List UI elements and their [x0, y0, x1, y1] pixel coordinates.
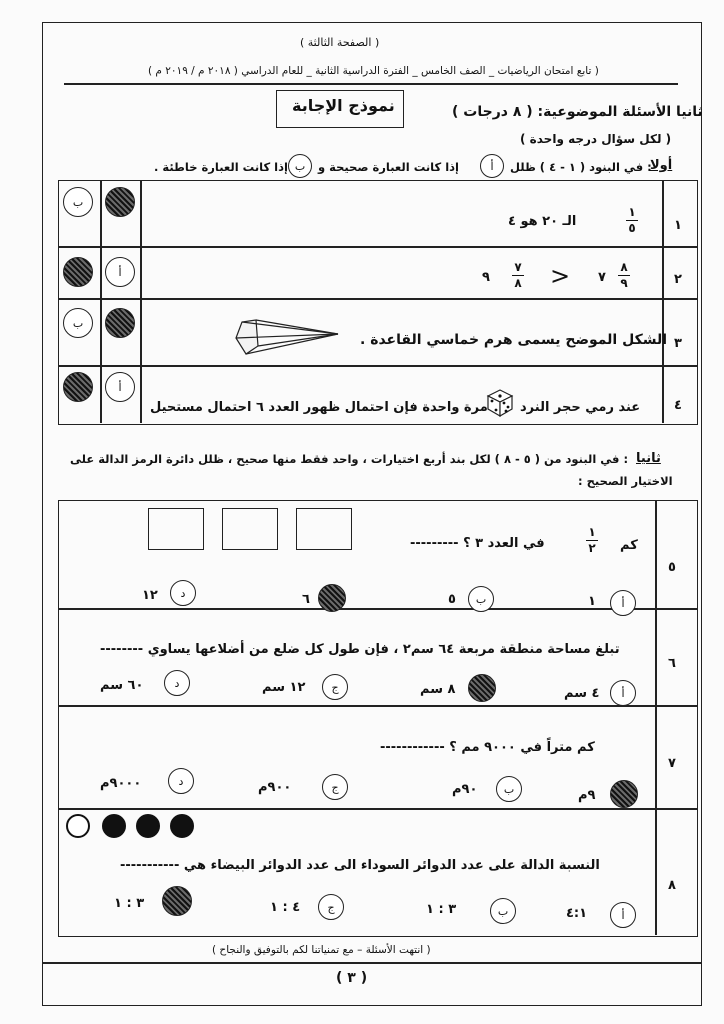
question-text: كم: [620, 538, 638, 553]
option-d-text: ٣ : ١: [114, 896, 145, 911]
option-a-shaded[interactable]: [610, 780, 638, 808]
option-b[interactable]: ب: [63, 187, 93, 217]
footer-divider: [42, 962, 701, 964]
whole-number: ٧: [598, 270, 606, 285]
option-c-shaded[interactable]: [318, 584, 346, 612]
option-b-shaded[interactable]: [468, 674, 496, 702]
item-text: مرة واحدة فإن احتمال ظهور العدد ٦ احتمال مستحيل: [150, 400, 488, 415]
option-a-text: ١: [588, 594, 596, 609]
fraction: [586, 526, 598, 555]
pentagonal-pyramid-icon: [232, 312, 342, 360]
option-b-text: ٥: [448, 592, 456, 607]
option-c-text: ٤ : ١: [270, 900, 301, 915]
answer-box: [296, 508, 352, 550]
true-symbol-circle: أ: [480, 154, 504, 178]
option-d-shaded[interactable]: [162, 886, 192, 916]
denominator: ٩: [620, 276, 628, 291]
denominator: ٥: [628, 221, 636, 236]
answer-box: [148, 508, 204, 550]
fraction-rhs: [512, 261, 524, 290]
option-a-shaded[interactable]: [105, 308, 135, 338]
question-text: تبلغ مساحة منطقة مربعة ٦٤ سم٢ ، فإن طول كل ضلع من أضلاعها يساوي --------: [100, 642, 620, 657]
denominator: ٨: [514, 276, 522, 291]
question-text: كم متراً في ٩٠٠٠ مم ؟ ------------: [380, 740, 595, 755]
false-symbol-circle: ب: [288, 154, 312, 178]
option-c-text: ١٢ سم: [262, 680, 306, 695]
item-number: ٣: [674, 336, 682, 351]
item-number: ٧: [668, 756, 676, 771]
denominator: ٢: [588, 541, 596, 556]
end-text: ( انتهت الأسئلة – مع تمنياتنا لكم بالتوفيق والنجاح ): [212, 944, 431, 956]
option-c-text: ٩٠٠م: [258, 780, 292, 795]
item-number: ٤: [674, 398, 682, 413]
option-a-text: ٩م: [578, 788, 596, 803]
option-a[interactable]: أ: [105, 372, 135, 402]
numerator: ٧: [514, 260, 522, 274]
option-c[interactable]: ج: [318, 894, 344, 920]
part2-line1: : في البنود من ( ٥ - ٨ ) لكل بند أربع اختيارات ، واحد فقط منها صحيح ، ظلل دائرة الرمز الدالة على: [70, 452, 629, 466]
option-d[interactable]: د: [164, 670, 190, 696]
exam-info-line: ( تابع امتحان الرياضيات _ الصف الخامس _ الفترة الدراسية الثانية _ للعام الدراسي ( ٢٠١٨ م / ٢٠١٩ م ): [148, 65, 599, 77]
comparison-symbol: <: [550, 262, 571, 290]
option-b[interactable]: ب: [490, 898, 516, 924]
numerator: ١: [588, 525, 596, 539]
numerator: ١: [628, 205, 636, 219]
dice-icon: [484, 386, 516, 418]
option-d-text: ٦٠ سم: [100, 678, 144, 693]
question-text: النسبة الدالة على عدد الدوائر السوداء الى عدد الدوائر البيضاء هي -----------: [120, 858, 600, 873]
part1-mid: إذا كانت العبارة صحيحة و: [318, 160, 459, 174]
question-text: في العدد ٣ ؟ ---------: [410, 536, 545, 551]
option-c[interactable]: ج: [322, 774, 348, 800]
option-d[interactable]: د: [170, 580, 196, 606]
item-number: ٦: [668, 656, 676, 671]
option-a[interactable]: أ: [105, 257, 135, 287]
option-b-shaded[interactable]: [63, 372, 93, 402]
black-circle: [170, 814, 194, 838]
answer-box: [222, 508, 278, 550]
item-number: ١: [674, 218, 682, 233]
option-a[interactable]: أ: [610, 590, 636, 616]
option-d-text: ٩٠٠٠م: [100, 776, 142, 791]
item-number: ٨: [668, 878, 676, 893]
black-circle: [136, 814, 160, 838]
page-number: ( ٣ ): [336, 970, 368, 986]
option-d[interactable]: د: [168, 768, 194, 794]
option-a-text: ٤ سم: [564, 686, 600, 701]
black-circle: [102, 814, 126, 838]
option-d-text: ١٢: [142, 588, 158, 603]
option-b-text: ٨ سم: [420, 682, 456, 697]
whole-number: ٩: [482, 270, 490, 285]
fraction: [626, 206, 638, 235]
part2-line2: الاختيار الصحيح :: [578, 474, 673, 488]
option-a-text: ٤:١: [566, 906, 588, 921]
item-text: الـ ٢٠ هو ٤: [508, 214, 577, 229]
option-c[interactable]: ج: [322, 674, 348, 700]
white-circle: [66, 814, 90, 838]
answer-model-title: نموذج الإجابة: [292, 96, 395, 115]
option-b[interactable]: ب: [496, 776, 522, 802]
tf-table-border: [58, 180, 698, 425]
section-subtitle: ( لكل سؤال درجه واحدة ): [520, 132, 672, 146]
numerator: ٨: [620, 260, 628, 274]
option-a-shaded[interactable]: [105, 187, 135, 217]
header-divider: [64, 83, 678, 85]
option-a[interactable]: أ: [610, 680, 636, 706]
option-b[interactable]: ب: [468, 586, 494, 612]
item-text: الشكل الموضح يسمى هرم خماسي القاعدة .: [360, 332, 668, 348]
option-b-shaded[interactable]: [63, 257, 93, 287]
part1-prefix: : في البنود ( ١ - ٤ ) ظلل: [510, 160, 652, 174]
option-a[interactable]: أ: [610, 902, 636, 928]
page-label: ( الصفحة الثالثة ): [300, 36, 380, 49]
option-b-text: ٣ : ١: [426, 902, 457, 917]
item-number: ٢: [674, 272, 682, 287]
option-b[interactable]: ب: [63, 308, 93, 338]
item-number: ٥: [668, 560, 676, 575]
fraction-lhs: [618, 261, 630, 290]
part2-label: ثانيا: [636, 451, 661, 466]
part1-label: أولا: [650, 158, 673, 173]
section-title: ثانيا الأسئلة الموضوعية: ( ٨ درجات ): [452, 104, 703, 120]
item-text: عند رمي حجر النرد: [520, 400, 641, 415]
option-c-text: ٦: [302, 592, 310, 607]
option-b-text: ٩٠م: [452, 782, 478, 797]
part1-suffix: إذا كانت العبارة خاطئة .: [154, 160, 288, 174]
